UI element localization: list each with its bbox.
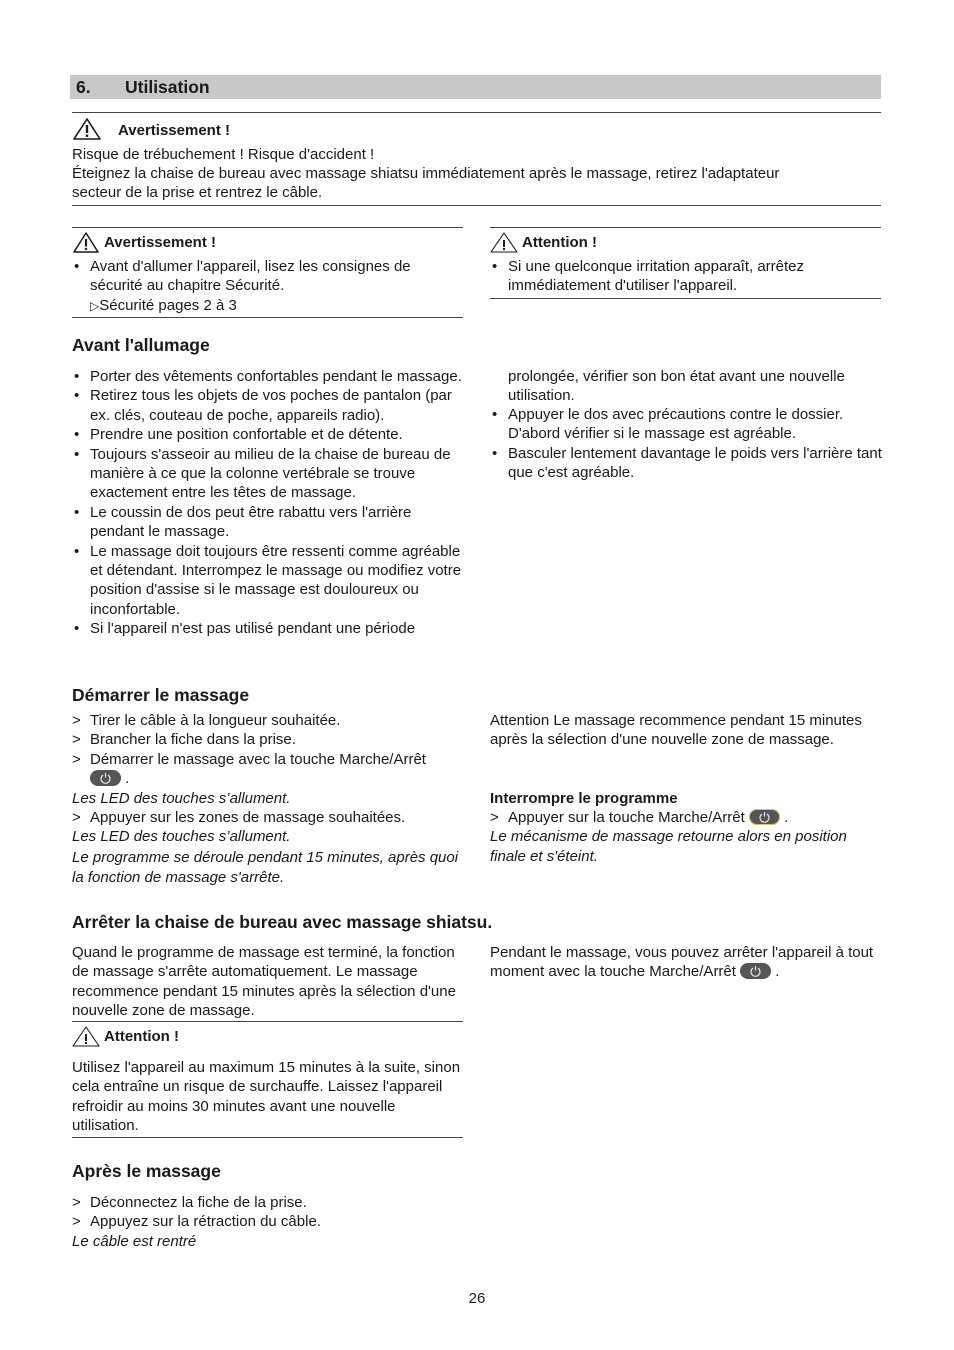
step-item: > Appuyer sur la touche Marche/Arrêt . bbox=[490, 808, 885, 827]
power-button-icon bbox=[749, 809, 780, 825]
divider bbox=[72, 112, 881, 113]
power-button-icon bbox=[90, 770, 121, 786]
warning-heading: Avertissement ! bbox=[104, 234, 216, 251]
section-title: Utilisation bbox=[125, 77, 210, 97]
step-item: > Appuyer sur les zones de massage souhaitées. bbox=[72, 808, 465, 827]
divider bbox=[72, 317, 463, 318]
divider bbox=[72, 1021, 463, 1022]
auto-stop-text: Quand le programme de massage est terminé, la fonction de massage s'arrête automatiquement. Le massage recommence pendant 15 minutes après la sélection d'une nouvelle zone de massage. bbox=[72, 944, 456, 1020]
step-result: Les LED des touches s’allument. bbox=[72, 789, 291, 807]
section-header-bar bbox=[70, 75, 881, 99]
preparation-list-right bbox=[490, 405, 885, 483]
list-continuation: prolongée, vérifier son bon état avant une nouvelle utilisation. bbox=[508, 368, 845, 405]
divider bbox=[490, 298, 881, 299]
after-steps bbox=[72, 1193, 465, 1251]
warning-list bbox=[72, 257, 452, 296]
list-item: • Toujours s'asseoir au milieu de la chaise de bureau de manière à ce que la colonne vertébrale se trouve exactement entre les têtes de massage. bbox=[72, 445, 465, 503]
start-steps bbox=[72, 711, 465, 889]
attention-icon bbox=[490, 232, 518, 253]
divider bbox=[72, 227, 463, 228]
attention-text: Utilisez l'appareil au maximum 15 minutes à la suite, sinon cela entraîne un risque de surchauffe. Laissez l'appareil refroidir au moins 30 minutes avant une nouvelle utilisation. bbox=[72, 1059, 461, 1135]
interrupt-block bbox=[490, 808, 885, 867]
subsection-heading: Arrêter la chaise de bureau avec massage shiatsu. bbox=[72, 912, 493, 932]
subsection-heading: Après le massage bbox=[72, 1161, 221, 1181]
power-button-icon bbox=[740, 963, 771, 979]
attention-heading: Attention ! bbox=[522, 234, 597, 251]
divider bbox=[490, 227, 881, 228]
attention-list bbox=[490, 257, 870, 296]
triangle-right-icon: ▷ bbox=[90, 299, 100, 313]
step-result: Le mécanisme de massage retourne alors en position finale et s'éteint. bbox=[490, 828, 847, 866]
page-number: 26 bbox=[468, 1290, 486, 1307]
step-item: > Démarrer le massage avec la touche Marche/Arrêt . bbox=[72, 750, 465, 789]
list-item: • Retirez tous les objets de vos poches de pantalon (par ex. clés, couteau de poche, appareils radio). bbox=[72, 386, 465, 425]
attention-icon bbox=[72, 1026, 100, 1047]
list-item: • Si l'appareil n'est pas utilisé pendant une période bbox=[72, 619, 465, 638]
safety-reference: ▷Sécurité pages 2 à 3 bbox=[90, 297, 237, 314]
warning-line: Risque de trébuchement ! Risque d'accident ! bbox=[72, 146, 375, 163]
step-result: Les LED des touches s’allument. bbox=[72, 828, 291, 846]
warning-line: secteur de la prise et rentrez le câble. bbox=[72, 184, 323, 201]
warning-icon bbox=[73, 118, 101, 140]
subsection-heading: Avant l'allumage bbox=[72, 335, 210, 355]
list-item: • Le massage doit toujours être ressenti comme agréable et détendant. Interrompez le massage ou modifiez votre position d'assise si le massage est douloureux ou inconfortable. bbox=[72, 542, 465, 620]
attention-heading: Attention ! bbox=[104, 1028, 179, 1045]
section-number: 6. bbox=[76, 77, 91, 97]
step-result: Le programme se déroule pendant 15 minutes, après quoi la fonction de massage s'arrête. bbox=[72, 848, 459, 887]
list-item: • Prendre une position confortable et de détente. bbox=[72, 425, 465, 444]
list-item: • Porter des vêtements confortables pendant le massage. bbox=[72, 367, 465, 386]
step-item: > Appuyez sur la rétraction du câble. bbox=[72, 1212, 465, 1231]
subsection-heading: Démarrer le massage bbox=[72, 685, 250, 705]
list-item: • Appuyer le dos avec précautions contre le dossier. D'abord vérifier si le massage est agréable. bbox=[490, 405, 885, 444]
warning-heading: Avertissement ! bbox=[118, 122, 230, 139]
step-item: > Brancher la fiche dans la prise. bbox=[72, 730, 465, 749]
warning-icon bbox=[73, 232, 99, 253]
step-item: > Déconnectez la fiche de la prise. bbox=[72, 1193, 465, 1212]
list-item: • Avant d'allumer l'appareil, lisez les consignes de sécurité au chapitre Sécurité. bbox=[72, 257, 452, 296]
manual-stop-text: Pendant le massage, vous pouvez arrêter l'appareil à tout moment avec la touche Marche/Arrêt . bbox=[490, 944, 874, 981]
list-item: • Si une quelconque irritation apparaît, arrêtez immédiatement d'utiliser l'appareil. bbox=[490, 257, 870, 296]
step-item: > Tirer le câble à la longueur souhaitée. bbox=[72, 711, 465, 730]
warning-line: Éteignez la chaise de bureau avec massage shiatsu immédiatement après le massage, retirez l'adaptateur bbox=[72, 165, 780, 182]
list-item: • Basculer lentement davantage le poids vers l'arrière tant que c'est agréable. bbox=[490, 444, 885, 483]
divider bbox=[72, 1137, 463, 1138]
list-item: • Le coussin de dos peut être rabattu vers l'arrière pendant le massage. bbox=[72, 503, 465, 542]
restart-note: Attention Le massage recommence pendant 15 minutes après la sélection d'une nouvelle zone de massage. bbox=[490, 712, 862, 749]
preparation-list-left bbox=[72, 367, 465, 639]
step-result: Le câble est rentré bbox=[72, 1232, 197, 1250]
divider bbox=[72, 205, 881, 206]
interrupt-heading: Interrompre le programme bbox=[490, 790, 678, 807]
